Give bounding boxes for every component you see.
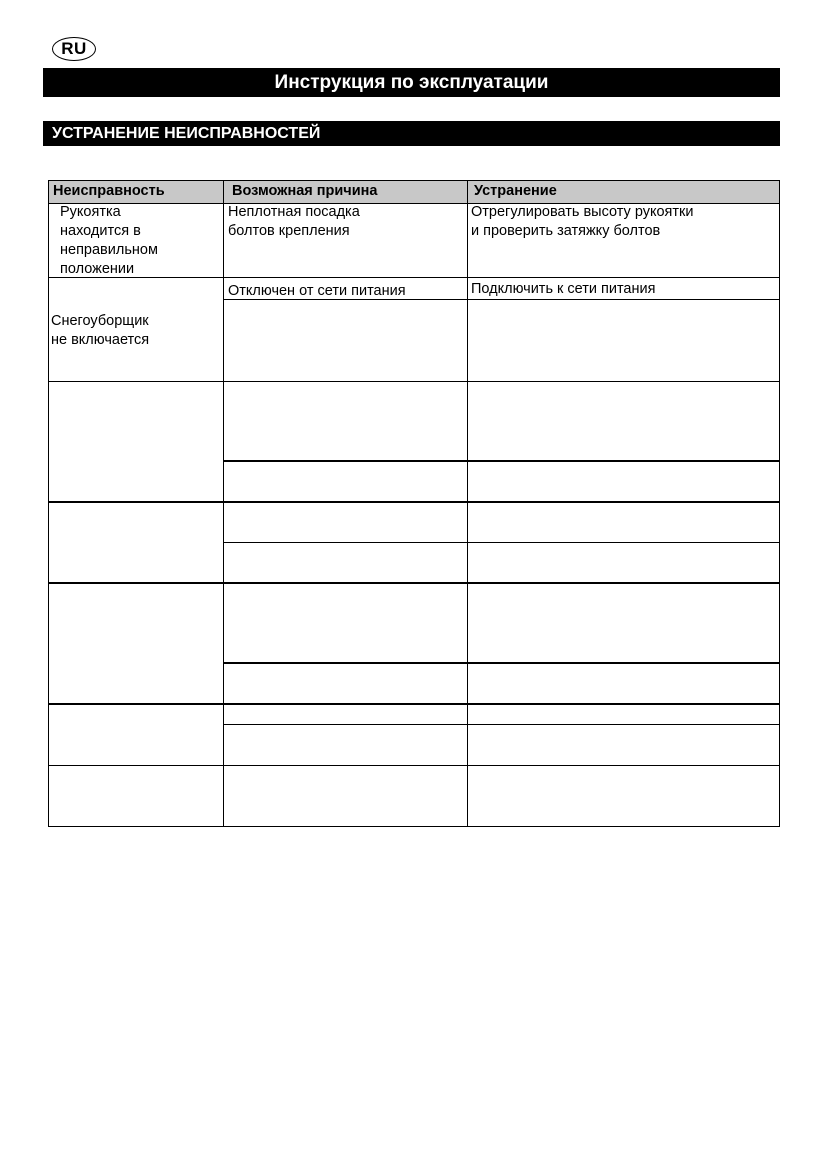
subrow-line (223, 460, 780, 462)
row-line (48, 501, 780, 503)
header-fix: Устранение (474, 183, 557, 199)
row2-fault: Снегоуборщик не включается (51, 313, 150, 348)
table-border-top (48, 180, 780, 181)
subrow-line (223, 299, 780, 300)
subrow-line (223, 662, 780, 664)
subrow-line (223, 542, 780, 543)
row-line (48, 765, 780, 766)
header-fault: Неисправность (53, 183, 165, 199)
row-line (48, 703, 780, 705)
section-title: УСТРАНЕНИЕ НЕИСПРАВНОСТЕЙ (43, 121, 780, 146)
table-border-bottom (48, 826, 780, 827)
row-line (48, 203, 780, 204)
page-title: Инструкция по эксплуатации (43, 68, 780, 97)
row2-fix: Подключить к сети питания (471, 281, 656, 297)
row1-fix: Отрегулировать высоту рукоятки и проверить затяжку болтов (471, 204, 694, 239)
row-line (48, 277, 780, 278)
row-line (48, 582, 780, 584)
subrow-line (223, 724, 780, 725)
row2-cause: Отключен от сети питания (228, 283, 406, 299)
row1-fault: Рукоятка находится в неправильном положении (60, 204, 158, 277)
row1-cause: Неплотная посадка болтов крепления (228, 204, 360, 239)
row-line (48, 381, 780, 382)
header-cause: Возможная причина (232, 183, 378, 199)
language-badge: RU (52, 37, 96, 61)
